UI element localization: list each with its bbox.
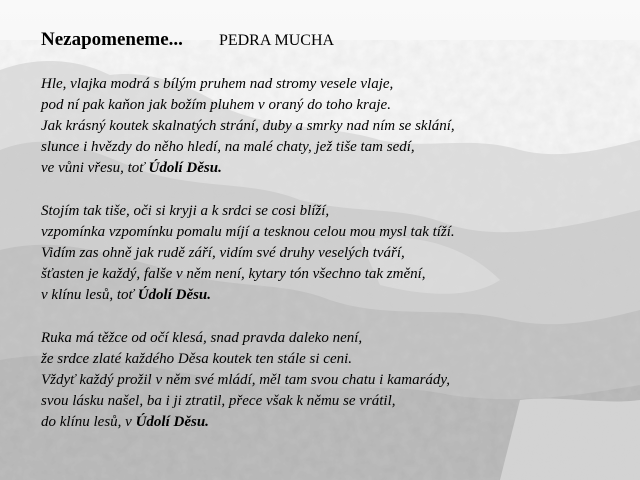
refrain-bold: Údolí Děsu. [137,287,212,303]
poem-line: svou lásku našel, ba i ji ztratil, přece však k němu se vrátil, [41,393,396,409]
poem-line: pod ní pak kaňon jak božím pluhem v oraný do toho kraje. [41,97,391,113]
poem-line: že srdce zlaté každého Děsa koutek ten stále si ceni. [41,351,353,367]
poem-line: vzpomínka vzpomínku pomalu míjí a tesknou celou mou mysl tak tíží. [41,224,455,240]
poem-title: Nezapomeneme... [41,29,183,50]
stanza-3 [41,328,631,433]
refrain-bold: Údolí Děsu. [148,160,222,176]
poem-line: Jak krásný koutek skalnatých strání, duby a smrky nad ním se sklání, [41,118,455,134]
poem-line-refrain: ve vůni vřesu, toť Údolí Děsu. [41,160,222,176]
poem-line: šťasten je každý, falše v něm není, kytary tón všechno tak změní, [41,266,426,282]
poem-line: Vidím zas ohně jak rudě září, vidím své druhy veselých tváří, [41,245,405,261]
poem-line: Stojím tak tiše, oči si kryji a k srdci se cosi blíží, [41,203,330,219]
title-row [41,29,631,57]
poem-line: Vždyť každý prožil v něm své mládí, měl tam svou chatu i kamarády, [41,372,450,388]
stanza-1 [41,74,631,179]
poem-line-refrain: v klínu lesů, toť Údolí Děsu. [41,287,212,303]
poem-line: slunce i hvězdy do něho hledí, na malé chaty, jež tiše tam sedí, [41,139,415,155]
poem-author: PEDRA MUCHA [218,32,335,49]
stanza-2 [41,201,631,306]
refrain-bold: Údolí Děsu. [135,414,209,430]
poem-line-refrain: do klínu lesů, v Údolí Děsu. [41,414,209,430]
poem-line: Hle, vlajka modrá s bílým pruhem nad stromy vesele vlaje, [41,76,394,92]
poem-container [41,29,631,433]
poem-line: Ruka má těžce od očí klesá, snad pravda daleko není, [41,330,363,346]
